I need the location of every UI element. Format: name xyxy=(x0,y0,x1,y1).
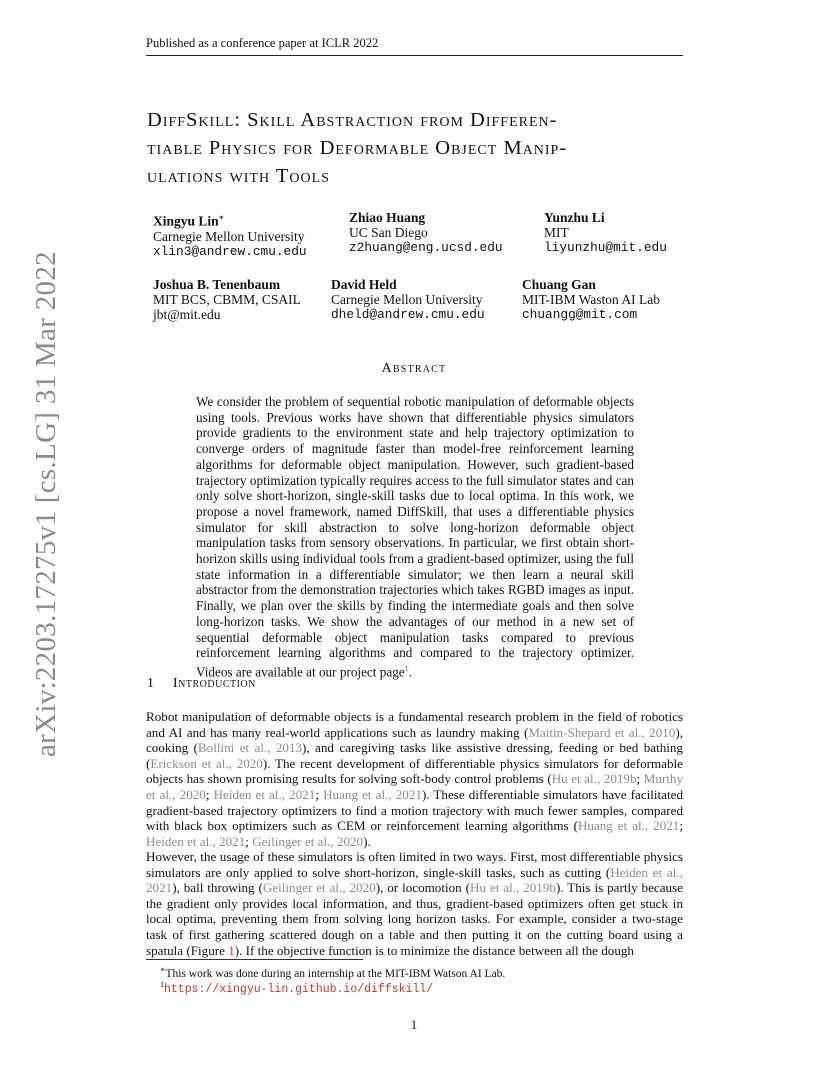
header-rule xyxy=(146,55,683,56)
author-name: Joshua B. Tenenbaum xyxy=(153,277,281,292)
author-name: Xingyu Lin xyxy=(153,213,219,229)
author-affiliation: MIT-IBM Waston AI Lab xyxy=(522,292,661,307)
citation-link[interactable]: Maitin-Shepard et al., 2010 xyxy=(528,724,676,740)
section-title: Introduction xyxy=(173,676,256,691)
footnote-2 xyxy=(160,977,433,997)
footnote-ref[interactable]: 1 xyxy=(404,663,409,673)
author-name: Chuang Gan xyxy=(522,277,596,292)
author-email[interactable]: dheld@andrew.cmu.edu xyxy=(331,307,485,322)
abstract-heading: Abstract xyxy=(381,361,447,376)
author-email[interactable]: xlin3@andrew.cmu.edu xyxy=(153,243,307,259)
author-name: Zhiao Huang xyxy=(349,210,426,225)
citation-link[interactable]: Huang et al., 2021 xyxy=(323,786,422,802)
citation-link[interactable]: Heiden et al., 2021 xyxy=(146,833,246,849)
author-block xyxy=(349,210,503,256)
intro-paragraph-2: However, the usage of these simulators is often limited in two ways. First, most differentiable physics simulators are only applied to solve short-horizon, single-skill tasks, such as cutting (Heiden et al., 2021), ball throwing (Geilinger et al., 2020), or locomotion (Hu et al., 2019b). This is partly because the gradient only provides local information, and thus, gradient-based optimizers often get stuck in local optima, preventing them from solving long horizon tasks. For example, consider a two-stage task of first gathering scattered dough on a table and then putting it on the cutting board using a spatula (Figure 1). If the objective function is to minimize the distance between all the dough xyxy=(146,849,683,958)
author-email[interactable]: jbt@mit.edu xyxy=(153,307,221,322)
author-email[interactable]: liyunzhu@mit.edu xyxy=(544,240,667,255)
project-url-link[interactable]: https://xingyu-lin.github.io/diffskill/ xyxy=(164,982,434,996)
footnote-rule xyxy=(146,959,363,960)
footnote-mark: ∗ xyxy=(160,965,166,974)
author-name: David Held xyxy=(331,277,397,292)
citation-link[interactable]: Heiden et al., 2021 xyxy=(213,786,316,802)
author-block xyxy=(522,277,660,323)
figure-ref-link[interactable]: 1 xyxy=(228,942,235,958)
citation-link[interactable]: Hu et al., 2019b xyxy=(470,880,556,896)
abstract-end: . xyxy=(408,664,412,680)
author-email[interactable]: z2huang@eng.ucsd.edu xyxy=(349,240,503,255)
author-affiliation: Carnegie Mellon University xyxy=(153,228,305,244)
author-block xyxy=(153,210,307,260)
author-affiliation: Carnegie Mellon University xyxy=(331,292,483,307)
paper-title xyxy=(147,106,692,190)
citation-link[interactable]: Huang et al., 2021 xyxy=(577,818,680,834)
citation-link[interactable]: Murthy et al., 2020 xyxy=(146,771,683,802)
abstract-body xyxy=(196,394,634,680)
citation-link[interactable]: Geilinger et al., 2020 xyxy=(262,880,376,896)
citation-link[interactable]: Hu et al., 2019b xyxy=(551,771,637,787)
citation-link[interactable]: Geilinger et al., 2020 xyxy=(252,833,364,849)
author-affiliation: MIT BCS, CBMM, CSAIL xyxy=(153,292,301,307)
abstract-text: We consider the problem of sequential robotic manipulation of deformable objects using tools. Previous works have shown that differentiable physics simulators provide gradients to the environment state and help trajectory optimization to converge orders of magnitude faster than model-free reinforcement learning algorithms for deformable object manipulation. However, such gradient-based trajectory optimization typically requires access to the full simulator states and can only solve short-horizon, single-skill tasks due to local optima. In this work, we propose a novel framework, named DiffSkill, that uses a differentiable physics simulator for skill abstraction to solve long-horizon deformable object manipulation tasks from sensory observations. In particular, we first obtain short-horizon skills using individual tools from a gradient-based optimizer, using the full state information in a differentiable simulator; we then learn a neural skill abstractor from the demonstration trajectories which takes RGBD images as input. Finally, we plan over the skills by finding the intermediate goals and then solve long-horizon tasks. We show the advantages of our method in a new set of sequential deformable object manipulation tasks compared to previous reinforcement learning algorithms and compared to the trajectory optimizer. Videos are available at our project page xyxy=(196,394,634,680)
section-heading xyxy=(147,676,256,692)
intro-paragraph-1: Robot manipulation of deformable objects is a fundamental research problem in the field of robotics and AI and has many real-world applications such as laundry making (Maitin-Shepard et al., 2010), cooking (Bollini et al., 2013), and caregiving tasks like assistive dressing, feeding or bed bathing (Erickson et al., 2020). The recent development of differentiable physics simulators for deformable objects has shown promising results for solving soft-body control problems (Hu et al., 2019b; Murthy et al., 2020; Heiden et al., 2021; Huang et al., 2021). These differentiable simulators have facilitated gradient-based trajectory optimizers to find a motion trajectory with much fewer samples, compared with black box optimizers such as CEM or reinforcement learning algorithms (Huang et al., 2021; Heiden et al., 2021; Geilinger et al., 2020). xyxy=(146,709,683,849)
title-line: tiable Physics for Deformable Object Manip- xyxy=(147,137,568,159)
page-number: 1 xyxy=(410,1017,418,1032)
citation-link[interactable]: Erickson et al., 2020 xyxy=(150,755,263,771)
author-footnote-mark: ∗ xyxy=(218,213,225,222)
running-header: Published as a conference paper at ICLR 2022 xyxy=(146,36,379,50)
footnote-text: This work was done during an internship at the MIT-IBM Watson AI Lab. xyxy=(165,967,506,980)
author-block xyxy=(153,277,301,322)
section-number: 1 xyxy=(147,676,155,691)
citation-link[interactable]: Bollini et al., 2013 xyxy=(197,740,303,756)
title-line: DiffSkill: Skill Abstraction from Differen- xyxy=(147,109,558,131)
arxiv-stamp: arXiv:2203.17275v1 [cs.LG] 31 Mar 2022 xyxy=(30,251,62,757)
citation-link[interactable]: Heiden et al., 2021 xyxy=(146,864,683,896)
author-block xyxy=(331,277,485,323)
author-affiliation: MIT xyxy=(544,225,569,240)
footnote-mark: 1 xyxy=(160,980,164,989)
author-affiliation: UC San Diego xyxy=(349,225,428,240)
title-line: ulations with Tools xyxy=(147,165,330,187)
author-block xyxy=(544,210,667,256)
author-email[interactable]: chuangg@mit.com xyxy=(522,307,638,322)
author-name: Yunzhu Li xyxy=(544,210,605,225)
